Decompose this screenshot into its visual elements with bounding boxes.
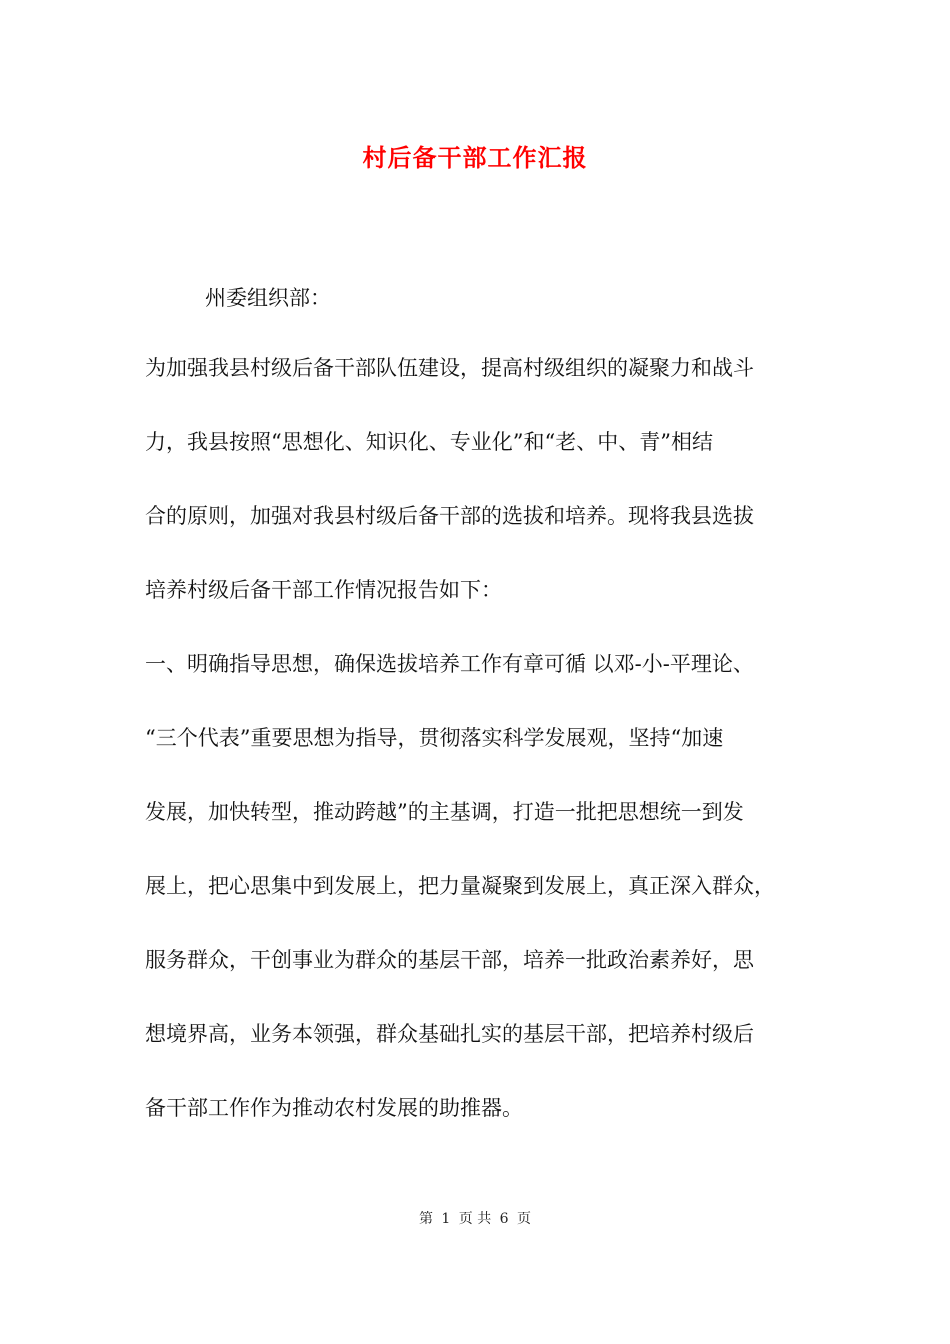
body-line: 想境界高，业务本领强，群众基础扎实的基层干部，把培养村级后: [145, 1022, 754, 1046]
body-line: 展上，把心思集中到发展上，把力量凝聚到发展上，真正深入群众，: [145, 874, 775, 898]
body-line: “三个代表”重要思想为指导，贯彻落实科学发展观，坚持“加速: [145, 726, 724, 750]
page-footer: [0, 1208, 950, 1228]
footer-current-page: 1: [441, 1211, 451, 1227]
body-line: 一、明确指导思想，确保选拔培养工作有章可循 以邓-小-平理论、: [145, 652, 754, 676]
footer-prefix: 第: [418, 1211, 433, 1227]
footer-total-pages: 6: [499, 1211, 509, 1227]
document-title: 村后备干部工作汇报: [362, 143, 588, 172]
body-line: 为加强我县村级后备干部队伍建设，提高村级组织的凝聚力和战斗: [145, 356, 754, 380]
footer-middle: 页 共: [458, 1211, 492, 1227]
body-text: [145, 350, 835, 1164]
body-line: 培养村级后备干部工作情况报告如下：: [145, 578, 502, 602]
footer-suffix: 页: [517, 1211, 532, 1227]
salutation: 州委组织部：: [205, 286, 331, 310]
body-line: 服务群众，干创事业为群众的基层干部，培养一批政治素养好，思: [145, 948, 754, 972]
body-line: 发展，加快转型，推动跨越”的主基调，打造一批把思想统一到发: [145, 800, 744, 824]
body-line: 力，我县按照“思想化、知识化、专业化”和“老、中、青”相结: [145, 430, 713, 454]
body-line: 合的原则，加强对我县村级后备干部的选拔和培养。现将我县选拔: [145, 504, 754, 528]
body-line: 备干部工作作为推动农村发展的助推器。: [145, 1096, 523, 1120]
